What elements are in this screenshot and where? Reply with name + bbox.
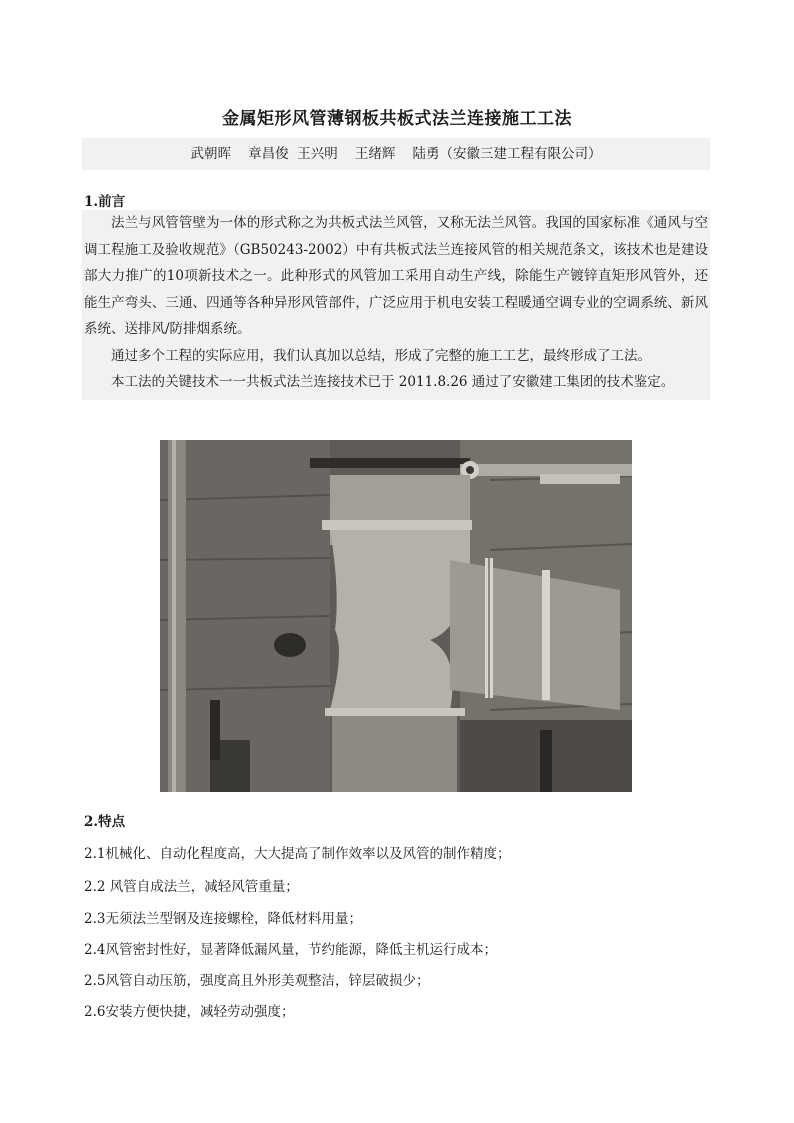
intro-paragraph-1: 法兰与风管管壁为一体的形式称之为共板式法兰风管，又称无法兰风管。我国的国家标准《通风与空调工程施工及验收规范》（GB50243-2002）中有共板式法兰连接风管的相关规范条文，该技术也是建设部大力推广的10项新技术之一。此种形式的风管加工采用自动生产线，除能生产镀锌直矩形风管外，还能生产弯头、三通、四通等各种异形风管部件，广泛应用于机电安装工程暖通空调专业的空调系统、新风系统、送排风/防排烟系统。 xyxy=(84,215,708,337)
section-heading-features: 2.特点 xyxy=(84,814,126,830)
feature-item: 2.1机械化、自动化程度高，大大提高了制作效率以及风管的制作精度； xyxy=(84,846,511,862)
author-line: 武朝晖 章昌俊 王兴明 王绪辉 陆勇（安徽三建工程有限公司） xyxy=(82,138,710,170)
intro-paragraph-3: 本工法的关键技术一一共板式法兰连接技术已于 2011.8.26 通过了安徽建工集团的技术鉴定。 xyxy=(111,374,675,390)
feature-item: 2.4风管密封性好，显著降低漏风量，节约能源，降低主机运行成本； xyxy=(84,942,497,958)
feature-item: 2.5风管自动压筋，强度高且外形美观整洁，锌层破损少； xyxy=(84,973,430,989)
feature-item: 2.6安装方便快捷，减轻劳动强度； xyxy=(84,1004,295,1020)
section-heading-intro: 1.前言 xyxy=(84,194,126,210)
intro-paragraph-2: 通过多个工程的实际应用，我们认真加以总结，形成了完整的施工工艺，最终形成了工法。 xyxy=(111,347,651,364)
intro-block xyxy=(82,210,710,400)
feature-item: 2.3无须法兰型钢及连接螺栓，降低材料用量； xyxy=(84,911,362,927)
feature-item: 2.2 风管自成法兰，减轻风管重量； xyxy=(84,879,299,895)
ductwork-photo xyxy=(160,440,632,792)
document-title: 金属矩形风管薄钢板共板式法兰连接施工工法 xyxy=(222,109,572,129)
